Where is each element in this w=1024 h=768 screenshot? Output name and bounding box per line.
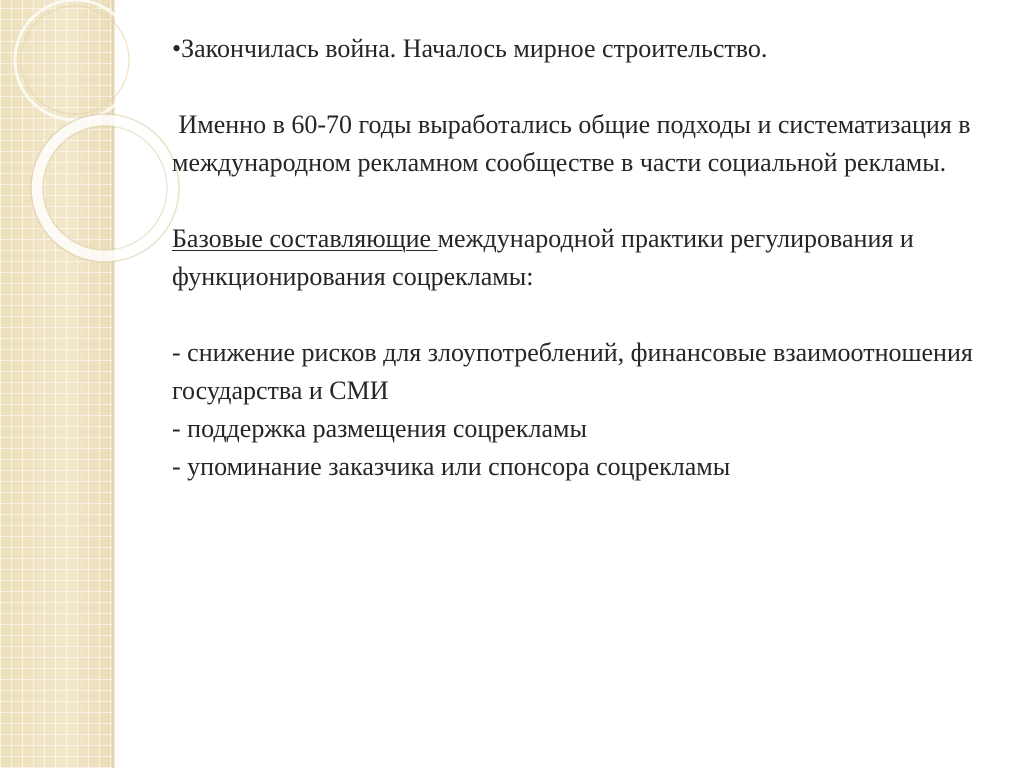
list-item: - поддержка размещения соцрекламы bbox=[172, 414, 587, 443]
intro-line: •Закончилась война. Началось мирное строительство. bbox=[172, 34, 768, 63]
decorative-rings-icon bbox=[0, 0, 200, 300]
spacer bbox=[172, 182, 982, 220]
paragraph-60-70: Именно в 60-70 годы выработались общие подходы и систематизация в международном рекламном сообществе в части социальной рекламы. bbox=[172, 110, 978, 177]
heading-underlined-text: Базовые составляющие bbox=[172, 224, 438, 253]
heading-paragraph bbox=[172, 220, 982, 296]
heading-rest-text: международной практики регулирования и функционирования соцрекламы: bbox=[172, 224, 914, 291]
spacer bbox=[172, 296, 982, 334]
spacer bbox=[172, 68, 982, 106]
slide-text-body bbox=[172, 30, 982, 486]
list-item: - снижение рисков для злоупотреблений, финансовые взаимоотношения государства и СМИ bbox=[172, 338, 973, 405]
list-item: - упоминание заказчика или спонсора соцрекламы bbox=[172, 452, 731, 481]
